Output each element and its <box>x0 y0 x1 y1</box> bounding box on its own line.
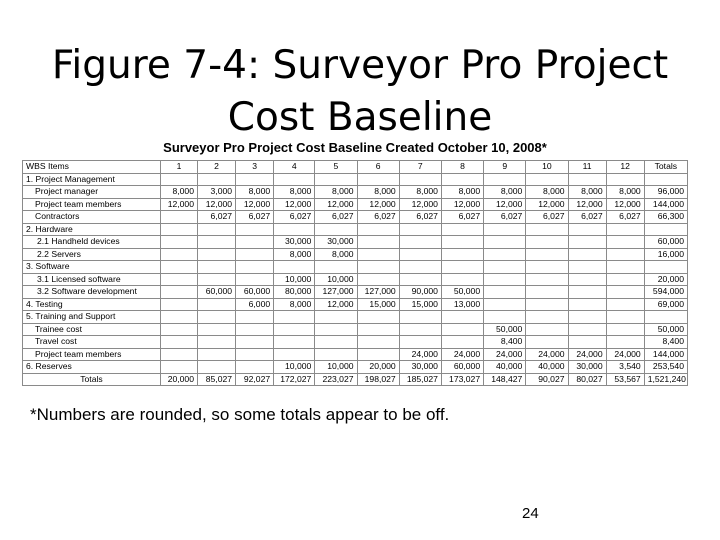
cost-cell: 30,000 <box>399 361 441 374</box>
cost-cell <box>399 323 441 336</box>
cost-cell: 148,427 <box>484 373 526 386</box>
cost-cell: 185,027 <box>399 373 441 386</box>
cost-cell: 24,000 <box>441 348 483 361</box>
cost-cell: 198,027 <box>357 373 399 386</box>
cost-cell <box>315 348 357 361</box>
table-row <box>23 236 688 249</box>
row-total-cell: 144,000 <box>644 198 687 211</box>
cost-cell <box>606 236 644 249</box>
slide-title <box>0 40 720 144</box>
cost-cell <box>526 298 568 311</box>
cost-cell <box>526 223 568 236</box>
cost-cell: 8,000 <box>399 186 441 199</box>
cost-cell <box>484 173 526 186</box>
cost-cell: 8,000 <box>606 186 644 199</box>
cost-cell <box>315 173 357 186</box>
cost-cell <box>274 311 315 324</box>
cost-cell: 50,000 <box>484 323 526 336</box>
table-row <box>23 361 688 374</box>
cost-cell <box>606 173 644 186</box>
table-row <box>23 211 688 224</box>
cost-cell: 24,000 <box>568 348 606 361</box>
cost-cell: 127,000 <box>315 286 357 299</box>
table-row <box>23 261 688 274</box>
cost-cell <box>606 323 644 336</box>
cost-cell: 6,027 <box>274 211 315 224</box>
cost-cell <box>160 236 197 249</box>
row-total-cell: 96,000 <box>644 186 687 199</box>
cost-cell: 8,000 <box>274 248 315 261</box>
cost-cell <box>606 286 644 299</box>
cost-cell: 85,027 <box>197 373 235 386</box>
cost-cell: 8,000 <box>315 248 357 261</box>
column-header-month: 12 <box>606 161 644 174</box>
cost-cell <box>568 261 606 274</box>
cost-cell <box>526 336 568 349</box>
wbs-item-label: 3.1 Licensed software <box>23 273 161 286</box>
cost-cell <box>399 173 441 186</box>
table-row <box>23 311 688 324</box>
cost-cell: 6,000 <box>236 298 274 311</box>
cost-cell <box>197 236 235 249</box>
wbs-item-label: Totals <box>23 373 161 386</box>
cost-cell: 12,000 <box>315 198 357 211</box>
cost-cell <box>484 248 526 261</box>
cost-cell <box>399 336 441 349</box>
cost-cell: 6,027 <box>568 211 606 224</box>
cost-cell: 40,000 <box>526 361 568 374</box>
cost-cell: 12,000 <box>357 198 399 211</box>
row-total-cell: 253,540 <box>644 361 687 374</box>
cost-cell: 12,000 <box>274 198 315 211</box>
column-header-month: 7 <box>399 161 441 174</box>
cost-cell <box>160 211 197 224</box>
cost-cell: 60,000 <box>236 286 274 299</box>
table-body <box>23 173 688 386</box>
column-header-month: 5 <box>315 161 357 174</box>
column-header-month: 10 <box>526 161 568 174</box>
cost-cell <box>197 298 235 311</box>
cost-cell <box>197 361 235 374</box>
cost-cell: 8,000 <box>568 186 606 199</box>
row-total-cell: 69,000 <box>644 298 687 311</box>
cost-cell <box>568 273 606 286</box>
column-header-totals: Totals <box>644 161 687 174</box>
cost-cell: 30,000 <box>274 236 315 249</box>
cost-cell <box>606 223 644 236</box>
cost-cell: 92,027 <box>236 373 274 386</box>
cost-cell: 20,000 <box>357 361 399 374</box>
row-total-cell: 144,000 <box>644 348 687 361</box>
cost-cell: 50,000 <box>441 286 483 299</box>
cost-cell: 6,027 <box>357 211 399 224</box>
cost-cell: 223,027 <box>315 373 357 386</box>
cost-cell: 12,000 <box>315 298 357 311</box>
cost-cell: 8,000 <box>441 186 483 199</box>
cost-cell: 12,000 <box>160 198 197 211</box>
cost-cell <box>399 273 441 286</box>
cost-cell <box>274 223 315 236</box>
cost-cell <box>484 261 526 274</box>
row-total-cell: 66,300 <box>644 211 687 224</box>
cost-cell <box>441 248 483 261</box>
cost-cell: 15,000 <box>399 298 441 311</box>
cost-cell <box>399 261 441 274</box>
page-number: 24 <box>522 505 539 522</box>
cost-cell: 12,000 <box>526 198 568 211</box>
cost-cell <box>526 173 568 186</box>
cost-cell: 12,000 <box>441 198 483 211</box>
cost-cell: 12,000 <box>399 198 441 211</box>
cost-cell <box>568 336 606 349</box>
cost-cell <box>315 223 357 236</box>
row-total-cell: 60,000 <box>644 236 687 249</box>
cost-cell <box>484 311 526 324</box>
wbs-item-label: Contractors <box>23 211 161 224</box>
row-total-cell <box>644 223 687 236</box>
wbs-item-label: 5. Training and Support <box>23 311 161 324</box>
cost-cell <box>160 348 197 361</box>
cost-cell: 40,000 <box>484 361 526 374</box>
cost-cell <box>441 311 483 324</box>
table-row <box>23 173 688 186</box>
cost-cell: 30,000 <box>315 236 357 249</box>
cost-cell <box>160 173 197 186</box>
wbs-item-label: Project team members <box>23 348 161 361</box>
cost-cell <box>357 323 399 336</box>
cost-cell <box>399 236 441 249</box>
cost-cell: 80,000 <box>274 286 315 299</box>
row-total-cell <box>644 173 687 186</box>
table-row <box>23 273 688 286</box>
cost-cell: 15,000 <box>357 298 399 311</box>
cost-cell <box>484 286 526 299</box>
wbs-item-label: 3.2 Software development <box>23 286 161 299</box>
cost-cell: 8,000 <box>526 186 568 199</box>
cost-cell <box>526 323 568 336</box>
column-header-month: 1 <box>160 161 197 174</box>
cost-cell <box>399 248 441 261</box>
wbs-item-label: 3. Software <box>23 261 161 274</box>
cost-cell <box>236 273 274 286</box>
cost-cell <box>236 311 274 324</box>
cost-cell <box>197 311 235 324</box>
cost-cell <box>484 298 526 311</box>
cost-cell: 6,027 <box>197 211 235 224</box>
cost-cell <box>236 361 274 374</box>
cost-cell <box>441 236 483 249</box>
cost-cell <box>568 173 606 186</box>
cost-cell <box>236 236 274 249</box>
cost-cell <box>441 273 483 286</box>
cost-cell <box>357 173 399 186</box>
cost-cell <box>606 311 644 324</box>
table-row <box>23 248 688 261</box>
table-row <box>23 186 688 199</box>
cost-cell: 8,000 <box>274 298 315 311</box>
column-header-month: 11 <box>568 161 606 174</box>
cost-cell <box>568 298 606 311</box>
row-total-cell <box>644 261 687 274</box>
cost-cell: 60,000 <box>441 361 483 374</box>
cost-cell: 10,000 <box>274 273 315 286</box>
cost-cell <box>274 336 315 349</box>
cost-cell <box>568 236 606 249</box>
cost-cell: 90,000 <box>399 286 441 299</box>
wbs-item-label: Trainee cost <box>23 323 161 336</box>
column-header-wbs-items: WBS Items <box>23 161 161 174</box>
cost-cell <box>357 348 399 361</box>
cost-cell: 12,000 <box>568 198 606 211</box>
cost-cell: 90,027 <box>526 373 568 386</box>
cost-cell <box>197 223 235 236</box>
cost-cell: 8,000 <box>484 186 526 199</box>
wbs-item-label: 2. Hardware <box>23 223 161 236</box>
cost-cell <box>236 173 274 186</box>
cost-cell <box>568 286 606 299</box>
cost-cell <box>484 236 526 249</box>
slide-title-line1: Figure 7-4: Surveyor Pro Project <box>51 43 669 88</box>
cost-cell: 3,540 <box>606 361 644 374</box>
cost-cell <box>197 348 235 361</box>
cost-cell: 80,027 <box>568 373 606 386</box>
cost-cell <box>357 336 399 349</box>
wbs-item-label: Project manager <box>23 186 161 199</box>
cost-cell: 8,000 <box>236 186 274 199</box>
footnote: *Numbers are rounded, so some totals appear to be off. <box>30 405 450 424</box>
cost-cell: 8,000 <box>315 186 357 199</box>
cost-cell <box>160 261 197 274</box>
cost-cell <box>526 273 568 286</box>
cost-cell: 3,000 <box>197 186 235 199</box>
cost-cell <box>568 223 606 236</box>
cost-cell <box>526 248 568 261</box>
cost-cell <box>606 248 644 261</box>
cost-cell: 8,400 <box>484 336 526 349</box>
cost-cell <box>526 311 568 324</box>
cost-cell <box>526 261 568 274</box>
cost-cell <box>274 323 315 336</box>
cost-cell: 127,000 <box>357 286 399 299</box>
row-total-cell <box>644 311 687 324</box>
row-total-cell: 50,000 <box>644 323 687 336</box>
cost-cell: 6,027 <box>399 211 441 224</box>
table-header-row <box>23 161 688 174</box>
cost-cell <box>357 261 399 274</box>
wbs-item-label: 6. Reserves <box>23 361 161 374</box>
cost-cell <box>274 348 315 361</box>
cost-cell: 6,027 <box>315 211 357 224</box>
cost-cell: 8,000 <box>357 186 399 199</box>
column-header-month: 6 <box>357 161 399 174</box>
cost-cell <box>197 336 235 349</box>
table-row <box>23 348 688 361</box>
wbs-item-label: 2.2 Servers <box>23 248 161 261</box>
cost-cell: 173,027 <box>441 373 483 386</box>
cost-cell <box>160 298 197 311</box>
cost-cell <box>197 323 235 336</box>
row-total-cell: 1,521,240 <box>644 373 687 386</box>
cost-cell: 8,000 <box>160 186 197 199</box>
cost-cell <box>357 311 399 324</box>
totals-row <box>23 373 688 386</box>
cost-cell: 12,000 <box>606 198 644 211</box>
table-row <box>23 286 688 299</box>
cost-cell: 53,567 <box>606 373 644 386</box>
table-row <box>23 223 688 236</box>
cost-cell <box>160 273 197 286</box>
cost-cell <box>236 223 274 236</box>
row-total-cell: 20,000 <box>644 273 687 286</box>
cost-cell <box>160 223 197 236</box>
cost-cell <box>160 311 197 324</box>
cost-cell <box>197 248 235 261</box>
cost-cell <box>399 311 441 324</box>
cost-cell: 60,000 <box>197 286 235 299</box>
cost-cell <box>315 261 357 274</box>
table-row <box>23 323 688 336</box>
table-row <box>23 198 688 211</box>
cost-cell <box>274 261 315 274</box>
cost-cell <box>606 273 644 286</box>
cost-cell <box>606 336 644 349</box>
wbs-item-label: Project team members <box>23 198 161 211</box>
cost-cell <box>484 223 526 236</box>
cost-cell <box>568 323 606 336</box>
cost-cell: 12,000 <box>236 198 274 211</box>
cost-cell <box>197 273 235 286</box>
cost-cell: 10,000 <box>315 361 357 374</box>
cost-cell: 20,000 <box>160 373 197 386</box>
cost-cell <box>357 248 399 261</box>
cost-cell <box>568 248 606 261</box>
cost-cell <box>236 323 274 336</box>
cost-cell <box>160 286 197 299</box>
slide-title-line2: Cost Baseline <box>227 95 493 140</box>
cost-cell <box>357 273 399 286</box>
cost-cell: 24,000 <box>606 348 644 361</box>
wbs-item-label: Travel cost <box>23 336 161 349</box>
column-header-month: 3 <box>236 161 274 174</box>
cost-cell: 24,000 <box>526 348 568 361</box>
cost-cell: 6,027 <box>526 211 568 224</box>
cost-cell <box>197 261 235 274</box>
cost-cell <box>606 261 644 274</box>
cost-cell: 172,027 <box>274 373 315 386</box>
cost-cell <box>399 223 441 236</box>
cost-cell <box>484 273 526 286</box>
cost-cell <box>568 311 606 324</box>
row-total-cell: 16,000 <box>644 248 687 261</box>
cost-cell <box>160 323 197 336</box>
cost-cell <box>315 336 357 349</box>
cost-cell: 13,000 <box>441 298 483 311</box>
column-header-month: 4 <box>274 161 315 174</box>
cost-cell: 6,027 <box>441 211 483 224</box>
cost-cell: 10,000 <box>315 273 357 286</box>
cost-cell <box>197 173 235 186</box>
cost-cell <box>441 261 483 274</box>
cost-cell <box>236 261 274 274</box>
column-header-month: 9 <box>484 161 526 174</box>
cost-cell: 30,000 <box>568 361 606 374</box>
cost-cell <box>236 336 274 349</box>
cost-cell <box>315 311 357 324</box>
cost-cell <box>315 323 357 336</box>
cost-cell: 24,000 <box>484 348 526 361</box>
table-row <box>23 298 688 311</box>
table-title: Surveyor Pro Project Cost Baseline Created October 10, 2008* <box>163 140 547 155</box>
cost-cell <box>357 223 399 236</box>
cost-cell <box>160 336 197 349</box>
cost-cell <box>236 348 274 361</box>
cost-cell <box>526 286 568 299</box>
cost-cell: 12,000 <box>484 198 526 211</box>
wbs-item-label: 2.1 Handheld devices <box>23 236 161 249</box>
wbs-item-label: 1. Project Management <box>23 173 161 186</box>
cost-cell <box>236 248 274 261</box>
wbs-item-label: 4. Testing <box>23 298 161 311</box>
column-header-month: 2 <box>197 161 235 174</box>
cost-cell <box>606 298 644 311</box>
cost-cell: 24,000 <box>399 348 441 361</box>
cost-cell: 6,027 <box>606 211 644 224</box>
cost-cell <box>441 173 483 186</box>
cost-cell: 10,000 <box>274 361 315 374</box>
cost-cell <box>441 336 483 349</box>
cost-cell <box>160 361 197 374</box>
cost-cell: 6,027 <box>484 211 526 224</box>
cost-cell <box>274 173 315 186</box>
row-total-cell: 594,000 <box>644 286 687 299</box>
cost-cell <box>441 223 483 236</box>
cost-cell: 6,027 <box>236 211 274 224</box>
cost-cell <box>160 248 197 261</box>
cost-baseline-table <box>22 160 688 386</box>
cost-cell <box>526 236 568 249</box>
cost-cell <box>441 323 483 336</box>
cost-cell: 12,000 <box>197 198 235 211</box>
cost-cell <box>357 236 399 249</box>
cost-cell: 8,000 <box>274 186 315 199</box>
row-total-cell: 8,400 <box>644 336 687 349</box>
table-row <box>23 336 688 349</box>
column-header-month: 8 <box>441 161 483 174</box>
